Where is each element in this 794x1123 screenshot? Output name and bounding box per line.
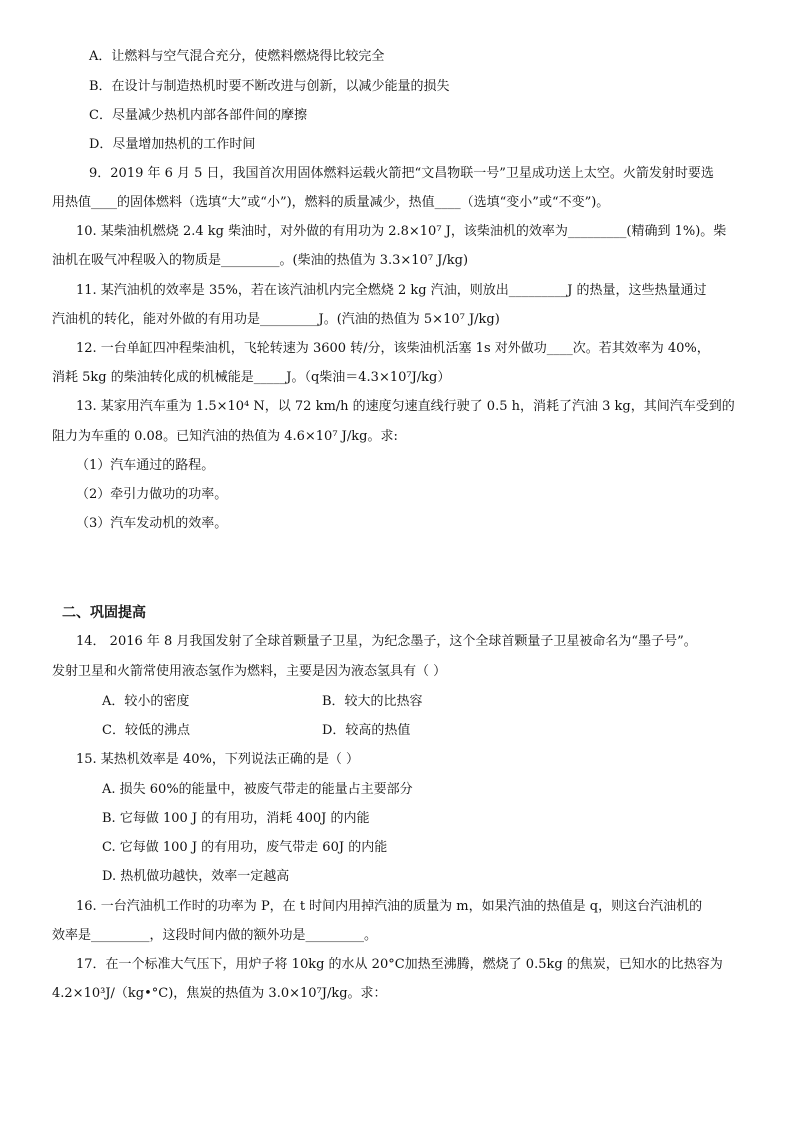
- question-14-line-1: 14． 2016 年 8 月我国发射了全球首颗量子卫星，为纪念墨子，这个全球首颗量子卫星被命名为“墨子号”。: [76, 634, 697, 649]
- option-8c: C．尽量减少热机内部各部件间的摩擦: [89, 108, 307, 123]
- question-9-line-2: 用热值____的固体燃料（选填“大”或“小”)，燃料的质量减少，热值____（选填“变小”或“不变”)。: [52, 195, 610, 210]
- option-14b: B．较大的比热容: [322, 694, 423, 709]
- question-13-part-3: （3）汽车发动机的效率。: [76, 516, 228, 531]
- question-17-line-1: 17．在一个标准大气压下，用炉子将 10kg 的水从 20°C加热至沸腾，燃烧了 0.5kg 的焦炭，已知水的比热容为: [76, 957, 723, 972]
- question-12-line-2: 消耗 5kg 的柴油转化成的机械能是_____J。（q柴油＝4.3×10⁷J/kg）: [52, 370, 451, 385]
- question-14-line-2: 发射卫星和火箭常使用液态氢作为燃料，主要是因为液态氢具有（ ）: [52, 664, 447, 679]
- question-12-line-1: 12. 一台单缸四冲程柴油机，飞轮转速为 3600 转/分，该柴油机活塞 1s 对外做功____次。若其效率为 40%，: [76, 341, 710, 356]
- option-14c: C．较低的沸点: [102, 723, 190, 738]
- question-10-line-1: 10. 某柴油机燃烧 2.4 kg 柴油时，对外做的有用功为 2.8×10⁷ J，该柴油机的效率为_________(精确到 1%)。柴: [76, 224, 727, 239]
- question-16-line-1: 16. 一台汽油机工作时的功率为 P，在 t 时间内用掉汽油的质量为 m，如果汽油的热值是 q，则这台汽油机的: [76, 899, 703, 914]
- option-8b: B．在设计与制造热机时要不断改进与创新，以减少能量的损失: [89, 79, 450, 94]
- question-10-line-2: 油机在吸气冲程吸入的物质是_________。(柴油的热值为 3.3×10⁷ J/kg): [52, 253, 469, 268]
- option-15c: C. 它每做 100 J 的有用功，废气带走 60J 的内能: [102, 840, 388, 855]
- section-heading: 二、巩固提高: [62, 605, 146, 621]
- question-13-part-2: （2）牵引力做功的功率。: [76, 487, 228, 502]
- option-14d: D．较高的热值: [322, 723, 411, 738]
- question-13-part-1: （1）汽车通过的路程。: [76, 458, 215, 473]
- option-8d: D．尽量增加热机的工作时间: [89, 137, 256, 152]
- option-8a: A．让燃料与空气混合充分，使燃料燃烧得比较完全: [89, 49, 385, 64]
- option-15a: A. 损失 60%的能量中，被废气带走的能量占主要部分: [102, 782, 413, 797]
- option-15b: B. 它每做 100 J 的有用功，消耗 400J 的内能: [102, 811, 370, 826]
- question-13-line-1: 13. 某家用汽车重为 1.5×10⁴ N，以 72 km/h 的速度匀速直线行驶了 0.5 h，消耗了汽油 3 kg，其间汽车受到的: [76, 399, 735, 414]
- option-15d: D. 热机做功越快，效率一定越高: [102, 869, 290, 884]
- question-11-line-1: 11. 某汽油机的效率是 35%，若在该汽油机内完全燃烧 2 kg 汽油，则放出_________J 的热量，这些热量通过: [76, 283, 707, 298]
- question-17-line-2: 4.2×10³J/（kg•°C)，焦炭的热值为 3.0×10⁷J/kg。求：: [52, 986, 387, 1001]
- option-14a: A．较小的密度: [102, 694, 190, 709]
- question-9-line-1: 9．2019 年 6 月 5 日，我国首次用固体燃料运载火箭把“文昌物联一号”卫星成功送上太空。火箭发射时要选: [89, 166, 714, 181]
- question-13-line-2: 阻力为车重的 0.08。已知汽油的热值为 4.6×10⁷ J/kg。求:: [52, 429, 398, 444]
- question-16-line-2: 效率是_________，这段时间内做的额外功是_________。: [52, 928, 378, 943]
- question-11-line-2: 汽油机的转化，能对外做的有用功是_________J。(汽油的热值为 5×10⁷ J/kg): [52, 312, 500, 327]
- question-15: 15. 某热机效率是 40%，下列说法正确的是（ ）: [76, 752, 359, 767]
